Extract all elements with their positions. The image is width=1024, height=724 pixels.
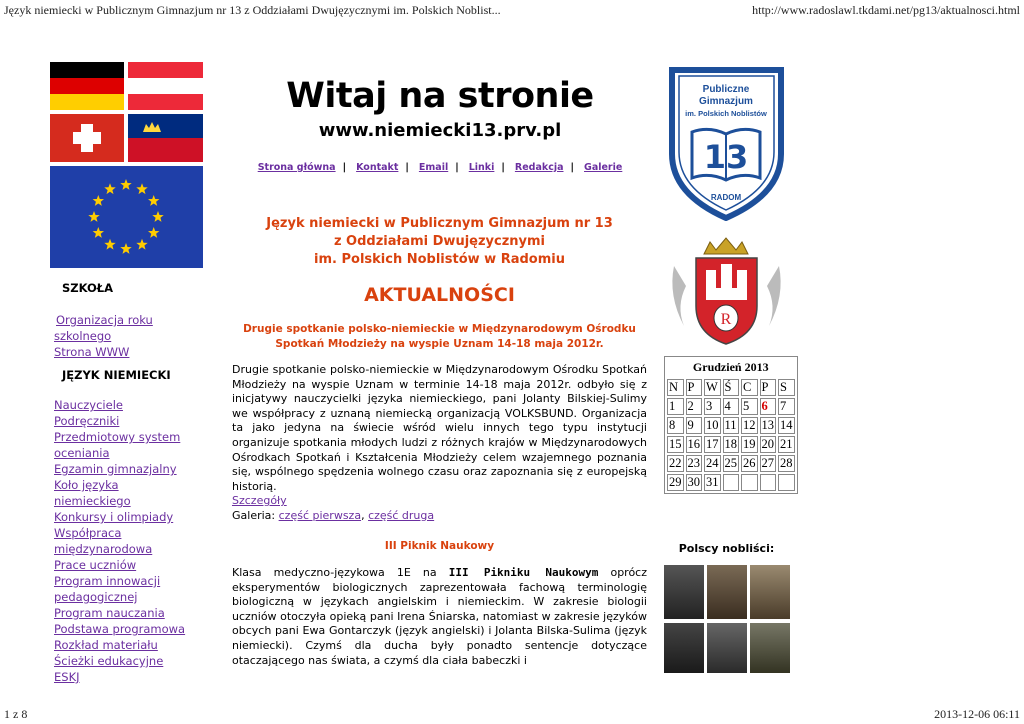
news-title: III Piknik Naukowy: [384, 540, 495, 552]
school-emblem: [664, 66, 789, 221]
calendar-day[interactable]: 9: [686, 417, 703, 434]
calendar-day[interactable]: 14: [780, 418, 793, 432]
calendar-day[interactable]: 3: [704, 398, 721, 415]
eu-flag: [50, 166, 203, 268]
emblem-line: im. Polskich Noblistów: [685, 109, 767, 118]
site-url: www.niemiecki13.prv.pl: [318, 120, 562, 141]
eu-star-icon: [136, 239, 147, 250]
menu-link-redakcja[interactable]: Redakcja: [514, 162, 564, 173]
nav-link-konkursy[interactable]: Konkursy i olimpiady: [54, 510, 174, 524]
calendar-weekday: W: [704, 379, 721, 396]
nav-link-program-nauczania[interactable]: Program nauczania: [54, 606, 165, 620]
calendar-day[interactable]: 4: [723, 398, 740, 415]
eu-star-icon: [148, 227, 159, 238]
calendar-day: [723, 474, 740, 491]
eu-star-icon: [120, 179, 131, 190]
emblem-line: Publiczne: [702, 84, 750, 95]
menu-link-linki[interactable]: Linki: [468, 162, 495, 173]
calendar-day[interactable]: 30: [687, 475, 700, 489]
nav-link-oceniania[interactable]: oceniania: [54, 446, 110, 460]
nav-link-niemieckiego[interactable]: niemieckiego: [54, 494, 131, 508]
calendar-day[interactable]: 8: [667, 417, 684, 434]
menu-separator: |: [570, 162, 574, 173]
nav-link-miedzynarodowa[interactable]: międzynarodowa: [54, 542, 153, 556]
calendar-day[interactable]: 6: [760, 398, 777, 415]
calendar-weekday: Ś: [723, 379, 740, 396]
calendar-day[interactable]: 22: [669, 456, 682, 470]
section-title-news: AKTUALNOŚCI: [364, 284, 515, 306]
calendar-day[interactable]: 12: [743, 418, 756, 432]
nav-link-nauczyciele[interactable]: Nauczyciele: [54, 398, 123, 412]
calendar-widget: [664, 356, 798, 494]
calendar-day: [778, 474, 795, 491]
nav-link-podreczniki[interactable]: Podręczniki: [54, 414, 120, 428]
portrait-image: [750, 623, 790, 673]
nobel-laureates-label: Polscy nobliści:: [678, 542, 775, 555]
calendar-day[interactable]: 28: [780, 456, 793, 470]
eu-star-icon: [136, 183, 147, 194]
menu-link-kontakt[interactable]: Kontakt: [356, 162, 399, 173]
gallery-link-part-one[interactable]: część pierwsza: [278, 508, 362, 522]
calendar-day[interactable]: 10: [706, 418, 719, 432]
print-page-url: http://www.radoslawl.tkdami.net/pg13/aktualnosci.html: [752, 3, 1020, 17]
menu-separator: |: [455, 162, 459, 173]
calendar-weekday: C: [741, 379, 758, 396]
menu-link-email[interactable]: Email: [418, 162, 449, 173]
calendar-day[interactable]: 24: [706, 456, 719, 470]
left-navigation: [50, 280, 220, 685]
calendar-day[interactable]: 17: [706, 437, 719, 451]
portrait-image: [750, 565, 790, 619]
calendar-day[interactable]: 1: [667, 398, 684, 415]
news-text-bold: III Pikniku Naukowym: [448, 566, 599, 579]
calendar-day[interactable]: 7: [778, 398, 795, 415]
calendar-day[interactable]: 16: [687, 437, 700, 451]
nav-heading-szkola: SZKOŁA: [62, 281, 114, 295]
school-name-line: im. Polskich Noblistów w Radomiu: [314, 252, 565, 267]
calendar-day[interactable]: 2: [686, 398, 703, 415]
calendar-day[interactable]: 31: [706, 475, 719, 489]
print-datetime: 2013-12-06 06:11: [934, 707, 1020, 721]
calendar-day[interactable]: 5: [741, 398, 758, 415]
menu-link-galerie[interactable]: Galerie: [584, 162, 623, 173]
gallery-label: Galeria:: [232, 508, 279, 522]
eu-star-icon: [104, 239, 115, 250]
calendar-day[interactable]: 25: [724, 456, 737, 470]
nav-heading-jezyk-niemiecki: JĘZYK NIEMIECKI: [62, 368, 171, 382]
nav-link-prace-uczniow[interactable]: Prace uczniów: [54, 558, 137, 572]
details-link[interactable]: Szczegóły: [232, 494, 287, 508]
calendar-day[interactable]: 27: [761, 456, 774, 470]
gallery-separator: ,: [361, 508, 369, 522]
school-name-line: Język niemiecki w Publicznym Gimnazjum nr 13: [266, 216, 613, 231]
eu-star-icon: [104, 183, 115, 194]
calendar-weekday: P: [760, 379, 777, 396]
emblem-city: RADOM: [710, 193, 742, 202]
emblem-line: Gimnazjum: [699, 96, 753, 107]
german-flag: [50, 62, 124, 110]
nav-link-program-innowacji[interactable]: Program innowacji: [54, 574, 161, 588]
nav-link-przedmiotowy-system[interactable]: Przedmiotowy system: [54, 430, 181, 444]
szkola-links: [54, 312, 220, 360]
eu-star-icon: [152, 211, 163, 222]
news-article: [232, 363, 647, 524]
eu-star-icon: [120, 243, 131, 254]
calendar-days: [667, 398, 795, 491]
calendar-weekday-row: [667, 379, 795, 396]
news-text: Drugie spotkanie polsko-niemieckie w Międzynarodowym Ośrodku Spotkań Młodzieży na wyspie Uznam w terminie 14-18 maja 2012r. odbyło się z inicjatywy nauczycielki języka niemieckiego, pani Jolanty Bilskiej-Sulimy we współpracy z uznaną niemiecką organizacją VOLKSBUND. Organizacja ta jako jedyna na świecie wśród wielu innych tego typu instytucji organizuje spotkania młodych ludzi z różnych krajów w Międzynarodowych Ośrodkach Spotkań i Kształcenia Młodzieży celem wzajemnego poznania się, wspólnego spędzenia wolnego czasu oraz zapoznania się z europejską historią.: [232, 363, 647, 493]
news-text: Klasa medyczno-językowa 1E na: [232, 566, 449, 579]
nav-link-egzamin-gimnazjalny[interactable]: Egzamin gimnazjalny: [54, 462, 177, 476]
eu-star-icon: [88, 211, 99, 222]
nav-link-organizacja-roku[interactable]: Organizacja roku: [56, 313, 153, 327]
portrait-image: [664, 565, 704, 619]
news-title: Drugie spotkanie polsko-niemieckie w Międzynarodowym Ośrodku Spotkań Młodzieży na wyspie Uznam 14-18 maja 2012r.: [243, 323, 636, 350]
menu-link-strona-glowna[interactable]: Strona główna: [257, 162, 336, 173]
calendar-week: [667, 474, 795, 491]
calendar-day[interactable]: 21: [780, 437, 793, 451]
nav-link-szkolnego[interactable]: szkolnego: [54, 329, 112, 343]
nav-link-kolo-jezyka[interactable]: Koło języka: [54, 478, 119, 492]
calendar-week: [667, 455, 795, 472]
radom-coat-of-arms: [664, 236, 789, 348]
top-menu: [230, 162, 650, 173]
calendar-month: Grudzień 2013: [692, 360, 769, 374]
calendar-day[interactable]: 23: [687, 456, 700, 470]
calendar-day: [760, 474, 777, 491]
menu-separator: |: [501, 162, 505, 173]
calendar-day[interactable]: 18: [724, 437, 737, 451]
page-title: Witaj na stronie: [286, 76, 594, 116]
calendar-day[interactable]: 26: [743, 456, 756, 470]
calendar-day[interactable]: 15: [669, 437, 682, 451]
nav-link-sciezki-edukacyjne[interactable]: Ścieżki edukacyjne: [54, 654, 164, 668]
calendar-week: [667, 398, 795, 415]
calendar-day: [741, 474, 758, 491]
calendar-weekday: S: [778, 379, 795, 396]
niemiecki-links: [54, 397, 220, 685]
eu-star-icon: [93, 227, 104, 238]
nav-link-strona-www[interactable]: Strona WWW: [54, 345, 130, 359]
calendar-day[interactable]: 13: [761, 418, 774, 432]
calendar-week: [667, 417, 795, 434]
news-article: [232, 566, 647, 668]
nav-link-podstawa-programowa[interactable]: Podstawa programowa: [54, 622, 186, 636]
calendar-day[interactable]: 20: [761, 437, 774, 451]
menu-separator: |: [342, 162, 347, 173]
news-text: oprócz eksperymentów biologicznych zaprezentowała fachową terminologię biologiczną w językach angielskim i niemieckim. W zakresie biologii uczniów otoczyła opieką pani Irena Śniarska, natomiast w zakresie języków obcych pani Ewa Gontarczyk (język angielski) i Jolanta Bilska-Sulima (język niemiecki). Czymś dla ducha były ponadto sentencje dotyczące otaczającego nas świata, a czymś dla ciała babeczki i: [232, 566, 648, 667]
portrait-image: [664, 623, 704, 673]
gallery-link-part-two[interactable]: część druga: [368, 508, 435, 522]
nav-link-rozklad-materialu[interactable]: Rozkład materiału: [54, 638, 158, 652]
eu-star-icon: [93, 195, 104, 206]
nav-link-pedagogicznej[interactable]: pedagogicznej: [54, 590, 138, 604]
liechtenstein-flag: [128, 114, 203, 162]
school-name: [232, 215, 647, 269]
school-name-line: z Oddziałami Dwujęzycznymi: [333, 234, 546, 249]
calendar-week: [667, 436, 795, 453]
portrait-image: [707, 623, 747, 673]
calendar-weekday: P: [686, 379, 703, 396]
emblem-number: 13: [703, 138, 749, 176]
nav-link-wspolpraca[interactable]: Współpraca: [54, 526, 122, 540]
eu-star-icon: [148, 195, 159, 206]
nav-link-eskj[interactable]: ESKJ: [54, 670, 80, 684]
calendar-day[interactable]: 19: [743, 437, 756, 451]
menu-separator: |: [405, 162, 409, 173]
calendar-day[interactable]: 11: [723, 417, 740, 434]
austrian-flag: [128, 62, 203, 110]
calendar-day[interactable]: 29: [669, 475, 682, 489]
calendar-weekday: N: [667, 379, 684, 396]
swiss-flag: [50, 114, 124, 162]
portrait-image: [707, 565, 747, 619]
svg-text:R: R: [720, 311, 732, 328]
print-page-number: 1 z 8: [4, 707, 28, 721]
print-page-title: Język niemiecki w Publicznym Gimnazjum nr 13 z Oddziałami Dwujęzycznymi im. Polskich Noblist...: [4, 3, 501, 17]
